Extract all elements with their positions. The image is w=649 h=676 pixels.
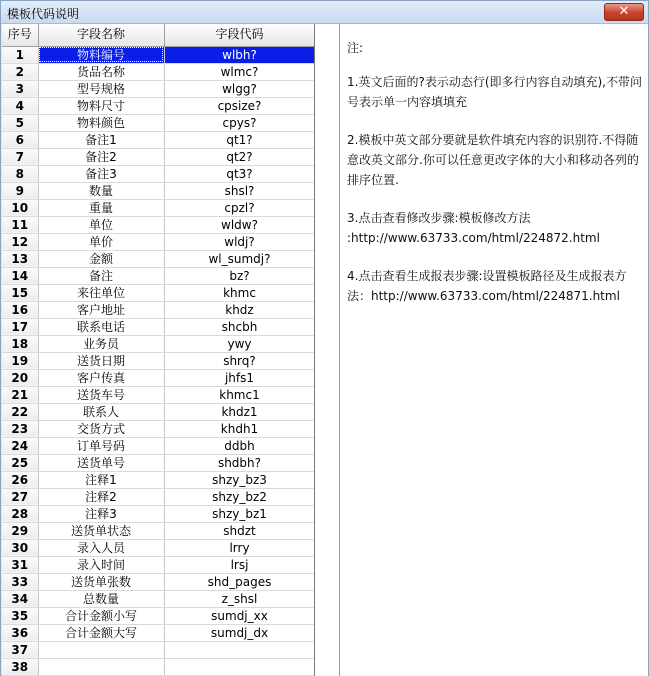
row-index-cell[interactable]: 23: [2, 420, 38, 437]
field-code-cell[interactable]: khmc1: [164, 386, 315, 403]
field-code-cell[interactable]: khdz: [164, 301, 315, 318]
field-code-cell[interactable]: shsl?: [164, 182, 315, 199]
table-row[interactable]: [2, 267, 315, 284]
row-index-cell[interactable]: 19: [2, 352, 38, 369]
field-code-cell[interactable]: jhfs1: [164, 369, 315, 386]
table-row[interactable]: [2, 284, 315, 301]
field-name-cell[interactable]: 客户传真: [38, 369, 164, 386]
field-name-cell[interactable]: 单价: [38, 233, 164, 250]
field-name-cell[interactable]: [38, 641, 164, 658]
title-bar: [1, 1, 648, 24]
row-index-cell[interactable]: 10: [2, 199, 38, 216]
row-index-cell[interactable]: 26: [2, 471, 38, 488]
note-item: 2.模板中英文部分要就是软件填充内容的识别符.不得随意改英文部分.你可以任意更改字体的大小和移动各列的排序位置.: [347, 133, 639, 187]
table-row[interactable]: [2, 386, 315, 403]
field-name-cell[interactable]: 单位: [38, 216, 164, 233]
row-index-cell[interactable]: 2: [2, 63, 38, 80]
field-code-cell[interactable]: [164, 641, 315, 658]
field-code-cell[interactable]: [164, 658, 315, 675]
table-row[interactable]: [2, 369, 315, 386]
field-name-cell[interactable]: 物料颜色: [38, 114, 164, 131]
table-row[interactable]: [2, 607, 315, 624]
row-index-cell[interactable]: 17: [2, 318, 38, 335]
field-name-cell[interactable]: 送货日期: [38, 352, 164, 369]
notes-heading: 注:: [347, 41, 364, 55]
row-index-cell[interactable]: 14: [2, 267, 38, 284]
field-name-cell[interactable]: 录入时间: [38, 556, 164, 573]
table-body: [2, 46, 315, 675]
field-code-cell[interactable]: cpsize?: [164, 97, 315, 114]
field-code-cell[interactable]: wldj?: [164, 233, 315, 250]
row-index-cell[interactable]: 25: [2, 454, 38, 471]
field-code-cell[interactable]: wlbh?: [164, 46, 315, 63]
field-code-cell[interactable]: khdh1: [164, 420, 315, 437]
field-name-cell[interactable]: 业务员: [38, 335, 164, 352]
window-title: 模板代码说明: [7, 7, 80, 21]
field-name-cell[interactable]: 送货单状态: [38, 522, 164, 539]
table-row[interactable]: [2, 165, 315, 182]
field-code-cell[interactable]: wlmc?: [164, 63, 315, 80]
row-index-cell[interactable]: 6: [2, 131, 38, 148]
table-row[interactable]: [2, 63, 315, 80]
table-row[interactable]: [2, 114, 315, 131]
row-index-cell[interactable]: 15: [2, 284, 38, 301]
table-row[interactable]: [2, 46, 315, 63]
field-code-cell[interactable]: qt3?: [164, 165, 315, 182]
field-name-cell[interactable]: 来往单位: [38, 284, 164, 301]
row-index-cell[interactable]: 29: [2, 522, 38, 539]
field-name-cell[interactable]: 联系人: [38, 403, 164, 420]
field-name-cell[interactable]: 备注2: [38, 148, 164, 165]
row-index-cell[interactable]: 18: [2, 335, 38, 352]
field-code-cell[interactable]: lrsj: [164, 556, 315, 573]
field-name-cell[interactable]: 金额: [38, 250, 164, 267]
row-index-cell[interactable]: 37: [2, 641, 38, 658]
row-index-cell[interactable]: 21: [2, 386, 38, 403]
table-row[interactable]: [2, 199, 315, 216]
field-code-cell[interactable]: shdbh?: [164, 454, 315, 471]
table-row[interactable]: [2, 641, 315, 658]
field-name-cell[interactable]: 交货方式: [38, 420, 164, 437]
table-row[interactable]: [2, 335, 315, 352]
column-header-field-code[interactable]: 字段代码: [164, 24, 315, 46]
field-code-cell[interactable]: ddbh: [164, 437, 315, 454]
field-name-cell[interactable]: 物料尺寸: [38, 97, 164, 114]
field-name-cell[interactable]: 送货车号: [38, 386, 164, 403]
field-code-table: [2, 24, 315, 676]
table-row[interactable]: [2, 624, 315, 641]
field-code-cell[interactable]: khmc: [164, 284, 315, 301]
row-index-cell[interactable]: 31: [2, 556, 38, 573]
table-row[interactable]: [2, 250, 315, 267]
table-row[interactable]: [2, 590, 315, 607]
table-row[interactable]: [2, 420, 315, 437]
field-code-cell[interactable]: qt1?: [164, 131, 315, 148]
table-row[interactable]: [2, 216, 315, 233]
row-index-cell[interactable]: 13: [2, 250, 38, 267]
field-name-cell[interactable]: 注释2: [38, 488, 164, 505]
column-header-field-name[interactable]: 字段名称: [38, 24, 164, 46]
field-name-cell[interactable]: 送货单号: [38, 454, 164, 471]
row-index-cell[interactable]: 9: [2, 182, 38, 199]
row-index-cell[interactable]: 16: [2, 301, 38, 318]
table-header-row: [2, 24, 315, 46]
field-name-cell[interactable]: 数量: [38, 182, 164, 199]
splitter[interactable]: [316, 24, 340, 676]
table-row[interactable]: [2, 352, 315, 369]
field-code-cell[interactable]: cpys?: [164, 114, 315, 131]
field-code-cell[interactable]: lrry: [164, 539, 315, 556]
table-row[interactable]: [2, 522, 315, 539]
field-code-cell[interactable]: bz?: [164, 267, 315, 284]
note-item: 1.英文后面的?表示动态行(即多行内容自动填充),不带问号表示单一内容填填充: [347, 75, 642, 109]
field-code-cell[interactable]: sumdj_xx: [164, 607, 315, 624]
field-name-cell[interactable]: 合计金额小写: [38, 607, 164, 624]
field-code-grid[interactable]: [2, 24, 315, 676]
row-index-cell[interactable]: 3: [2, 80, 38, 97]
table-row[interactable]: [2, 182, 315, 199]
field-code-cell[interactable]: shrq?: [164, 352, 315, 369]
row-index-cell[interactable]: 27: [2, 488, 38, 505]
row-index-cell[interactable]: 7: [2, 148, 38, 165]
field-code-cell[interactable]: wl_sumdj?: [164, 250, 315, 267]
note-item-modify-link[interactable]: 3.点击查看修改步骤:模板修改方法 :http://www.63733.com/html/224872.html: [347, 211, 600, 245]
field-code-cell[interactable]: cpzl?: [164, 199, 315, 216]
field-name-cell[interactable]: 备注: [38, 267, 164, 284]
close-button[interactable]: [604, 3, 644, 21]
row-index-cell[interactable]: 34: [2, 590, 38, 607]
row-index-cell[interactable]: 22: [2, 403, 38, 420]
row-index-cell[interactable]: 28: [2, 505, 38, 522]
table-row[interactable]: [2, 318, 315, 335]
row-index-cell[interactable]: 38: [2, 658, 38, 675]
row-index-cell[interactable]: 20: [2, 369, 38, 386]
table-row[interactable]: [2, 148, 315, 165]
field-name-cell[interactable]: 重量: [38, 199, 164, 216]
field-name-cell[interactable]: 送货单张数: [38, 573, 164, 590]
row-index-cell[interactable]: 35: [2, 607, 38, 624]
row-index-cell[interactable]: 8: [2, 165, 38, 182]
field-name-cell[interactable]: 型号规格: [38, 80, 164, 97]
close-icon: ✕: [618, 4, 630, 19]
field-code-cell[interactable]: shzy_bz1: [164, 505, 315, 522]
field-code-cell[interactable]: khdz1: [164, 403, 315, 420]
field-code-cell[interactable]: wldw?: [164, 216, 315, 233]
field-name-cell[interactable]: [38, 658, 164, 675]
field-code-cell[interactable]: shdzt: [164, 522, 315, 539]
table-row[interactable]: [2, 80, 315, 97]
field-code-cell[interactable]: ywy: [164, 335, 315, 352]
field-code-cell[interactable]: shzy_bz2: [164, 488, 315, 505]
field-name-cell[interactable]: 订单号码: [38, 437, 164, 454]
table-row[interactable]: [2, 301, 315, 318]
field-code-cell[interactable]: qt2?: [164, 148, 315, 165]
table-row[interactable]: [2, 471, 315, 488]
table-row[interactable]: [2, 488, 315, 505]
row-index-cell[interactable]: 11: [2, 216, 38, 233]
row-index-cell[interactable]: 30: [2, 539, 38, 556]
field-code-cell[interactable]: sumdj_dx: [164, 624, 315, 641]
row-index-cell[interactable]: 36: [2, 624, 38, 641]
table-row[interactable]: [2, 233, 315, 250]
notes-panel: [347, 38, 643, 324]
row-index-cell[interactable]: 24: [2, 437, 38, 454]
table-row[interactable]: [2, 437, 315, 454]
field-code-cell[interactable]: shcbh: [164, 318, 315, 335]
table-row[interactable]: [2, 403, 315, 420]
field-name-cell[interactable]: 总数量: [38, 590, 164, 607]
field-name-cell[interactable]: 客户地址: [38, 301, 164, 318]
field-name-cell[interactable]: 合计金额大写: [38, 624, 164, 641]
note-item-report-link[interactable]: 4.点击查看生成报表步骤:设置模板路径及生成报表方法：http://www.63733.com/html/224871.html: [347, 269, 627, 303]
field-name-cell[interactable]: 货品名称: [38, 63, 164, 80]
field-name-cell[interactable]: 联系电话: [38, 318, 164, 335]
field-code-cell[interactable]: shd_pages: [164, 573, 315, 590]
field-name-cell[interactable]: 备注3: [38, 165, 164, 182]
table-row[interactable]: [2, 658, 315, 675]
table-row[interactable]: [2, 505, 315, 522]
row-index-cell[interactable]: 33: [2, 573, 38, 590]
table-row[interactable]: [2, 97, 315, 114]
field-name-cell[interactable]: 备注1: [38, 131, 164, 148]
field-name-cell[interactable]: 注释3: [38, 505, 164, 522]
table-row[interactable]: [2, 539, 315, 556]
column-header-index[interactable]: 序号: [2, 24, 38, 46]
field-code-cell[interactable]: wlgg?: [164, 80, 315, 97]
table-row[interactable]: [2, 573, 315, 590]
row-index-cell[interactable]: 1: [2, 46, 38, 63]
field-name-cell[interactable]: 物料编号: [38, 46, 164, 63]
field-code-cell[interactable]: z_shsl: [164, 590, 315, 607]
field-name-cell[interactable]: 注释1: [38, 471, 164, 488]
table-row[interactable]: [2, 556, 315, 573]
field-name-cell[interactable]: 录入人员: [38, 539, 164, 556]
field-code-cell[interactable]: shzy_bz3: [164, 471, 315, 488]
row-index-cell[interactable]: 5: [2, 114, 38, 131]
table-row[interactable]: [2, 454, 315, 471]
dialog-content: [2, 24, 648, 676]
table-row[interactable]: [2, 131, 315, 148]
row-index-cell[interactable]: 12: [2, 233, 38, 250]
row-index-cell[interactable]: 4: [2, 97, 38, 114]
